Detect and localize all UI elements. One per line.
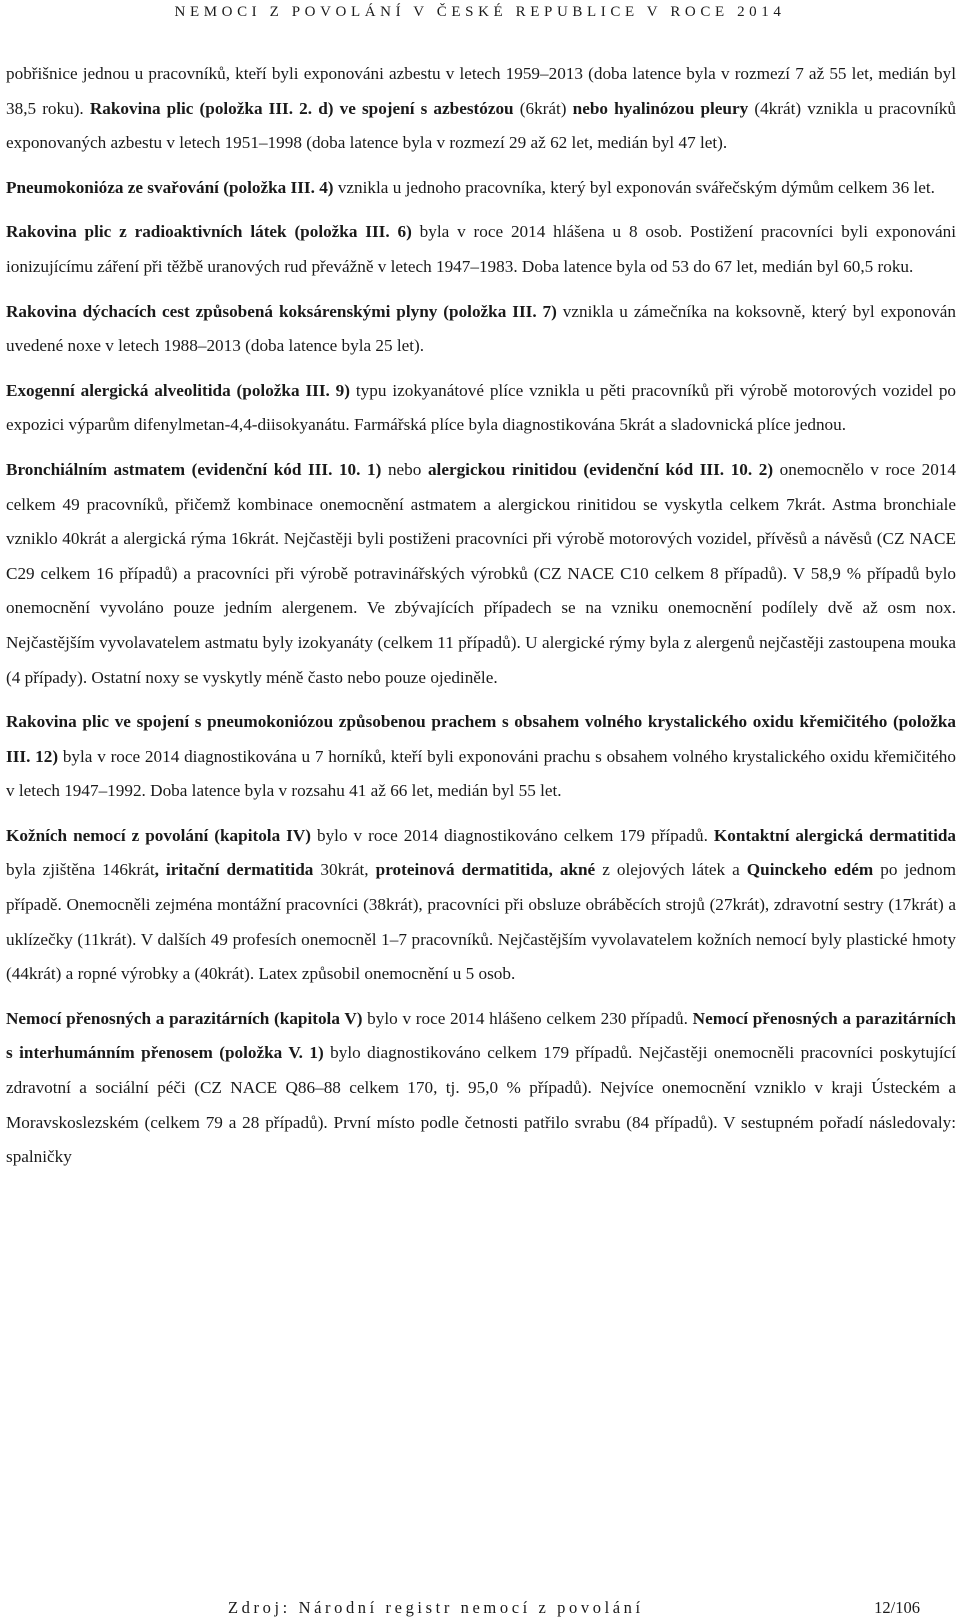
text-run: typu izokyanátové plíce vznikla u pěti pracovníků při výrobě motorových vozidel po expozici výparům difenylmetan-4,4-diisokyanátu. Farmářská plíce byla diagnostikována 5krát a sladovnická plíce jednou.: [6, 380, 957, 435]
text-run: byla zjištěna 146krát: [6, 860, 155, 880]
text-run: byla v roce 2014 diagnostikována u 7 horníků, kteří byli exponováni prachu s obsahem volného krystalického oxidu křemičitého v letech 1947–1992. Doba latence byla v rozsahu 41 až 66 let, medián byl 55 let.: [6, 746, 956, 801]
text-run: bylo diagnostikováno celkem 179 případů. Nejčastěji onemocněli pracovníci poskytující zdravotní a sociální péči (CZ NACE Q86–88 celkem 170, tj. 95,0 % případů). Nejvíce onemocnění vzniklo v kraji Ústeckém a Moravskoslezském (celkem 79 a 28 případů). První místo podle četnosti patřilo svrabu (84 případů). V sestupném pořadí následovaly: spalničky: [6, 1043, 956, 1167]
text-run: byla v roce 2014 hlášena u 8 osob. Postižení pracovníci byli exponováni ionizujícímu záření při těžbě uranových rud převážně v letech 1947–1983. Doba latence byla od 53 do 67 let, medián byl 60,5 roku.: [6, 222, 956, 276]
text-run: po jednom případě. Onemocněli zejména montážní pracovníci (38krát), pracovníci při obsluze obráběcích strojů (27krát), zdravotní sestry (17krát) a uklízečky (11krát). V dalších 49 profesích onemocněl 1–7 pracovníků. Nejčastějším vyvolavatelem kožních nemocí byly plastické hmoty (44krát) a ropné výrobky a (40krát). Latex způsobil onemocnění u 5 osob.: [6, 860, 956, 984]
bold-text-run: Bronchiálním astmatem (evidenční kód III. 10. 1): [6, 459, 382, 479]
paragraph-asthma-rhinitis: [6, 453, 956, 695]
paragraph-allergic-alveolitis: [6, 374, 956, 443]
text-run: (6krát): [513, 98, 573, 118]
paragraph-silica-lung-cancer: [6, 705, 956, 809]
bold-text-run: Rakovina dýchacích cest způsobená koksárenskými plyny (položka III. 7): [6, 301, 557, 321]
text-run: 30krát,: [313, 860, 376, 880]
bold-text-run: , iritační dermatitida: [154, 860, 314, 880]
text-run: bylo v roce 2014 hlášeno celkem 230 případů.: [362, 1008, 693, 1028]
text-run: vznikla u zámečníka na koksovně, který byl exponován uvedené noxe v letech 1988–2013 (doba latence byla 25 let).: [6, 301, 956, 356]
bold-text-run: alergickou rinitidou (evidenční kód III. 10. 2): [427, 459, 774, 479]
bold-text-run: Rakovina plic (položka III. 2. d) ve spojení s azbestózou: [89, 98, 514, 118]
paragraph-radioactive-lung-cancer: [6, 215, 956, 284]
paragraph-asbestos: [6, 57, 956, 161]
bold-text-run: Kontaktní alergická dermatitida: [713, 825, 956, 845]
bold-text-run: Pneumokonióza ze svařování (položka III. 4): [6, 177, 334, 197]
document-body: [6, 57, 956, 1185]
footer-source: Zdroj: Národní registr nemocí z povolání: [228, 1598, 644, 1617]
paragraph-welding-pneumoconiosis: [6, 171, 956, 206]
bold-text-run: Kožních nemocí z povolání (kapitola IV): [6, 825, 311, 845]
text-run: z olejových látek a: [595, 860, 747, 880]
bold-text-run: Exogenní alergická alveolitida (položka III. 9): [6, 380, 351, 400]
text-run: (4krát) vznikla u pracovníků exponovaných azbestu v letech 1951–1998 (doba latence byla v rozmezí 29 až 62 let, medián byl 47 let).: [6, 98, 956, 153]
running-header: NEMOCI Z POVOLÁNÍ V ČESKÉ REPUBLICE V ROCE 2014: [174, 4, 786, 20]
bold-text-run: Rakovina plic z radioaktivních látek (položka III. 6): [6, 222, 412, 242]
text-run: bylo v roce 2014 diagnostikováno celkem 179 případů.: [311, 825, 714, 845]
text-run: onemocnělo v roce 2014 celkem 49 pracovníků, přičemž kombinace onemocnění astmatem a alergickou rinitidou se vyskytla celkem 7krát. Astma bronchiale vzniklo 40krát a alergická rýma 16krát. Nejčastěji byli postiženi pracovníci při výrobě motorových vozidel, přívěsů a návěsů (CZ NACE C29 celkem 16 případů) a pracovníci při výrobě potravinářských výrobků (CZ NACE C10 celkem 8 případů). V 58,9 % případů bylo onemocnění vyvoláno pouze jedním alergenem. Ve zbývajících případech se na vzniku onemocnění podílely dvě až osm nox. Nejčastějším vyvolavatelem astmatu byly izokyanáty (celkem 11 případů). U alergické rýmy byla z alergenů nejčastěji zastoupena mouka (4 případy). Ostatní noxy se vyskytly méně často nebo pouze ojediněle.: [6, 459, 956, 687]
page-footer: [0, 1596, 960, 1620]
text-run: nebo: [381, 459, 428, 479]
paragraph-coke-oven-gases: [6, 295, 956, 364]
paragraph-infectious-diseases: [6, 1002, 956, 1175]
bold-text-run: nebo hyalinózou pleury: [572, 98, 749, 118]
bold-text-run: Quinckeho edém: [746, 860, 874, 880]
bold-text-run: proteinová dermatitida, akné: [375, 860, 596, 880]
text-run: vznikla u jednoho pracovníka, který byl exponován svářečským dýmům celkem 36 let.: [333, 177, 935, 197]
paragraph-skin-diseases: [6, 819, 956, 992]
text-run: pobřišnice jednou u pracovníků, kteří byli exponováni azbestu v letech 1959–2013 (doba latence byla v rozmezí 7 až 55 let, medián byl 38,5 roku).: [6, 64, 956, 118]
page-number: 12/106: [874, 1598, 920, 1617]
bold-text-run: Nemocí přenosných a parazitárních (kapitola V): [6, 1008, 363, 1028]
bold-text-run: Nemocí přenosných a parazitárních s interhumánním přenosem (položka V. 1): [6, 1008, 956, 1063]
bold-text-run: Rakovina plic ve spojení s pneumokoniózou způsobenou prachem s obsahem volného krystalického oxidu křemičitého (položka III. 12): [6, 712, 956, 766]
